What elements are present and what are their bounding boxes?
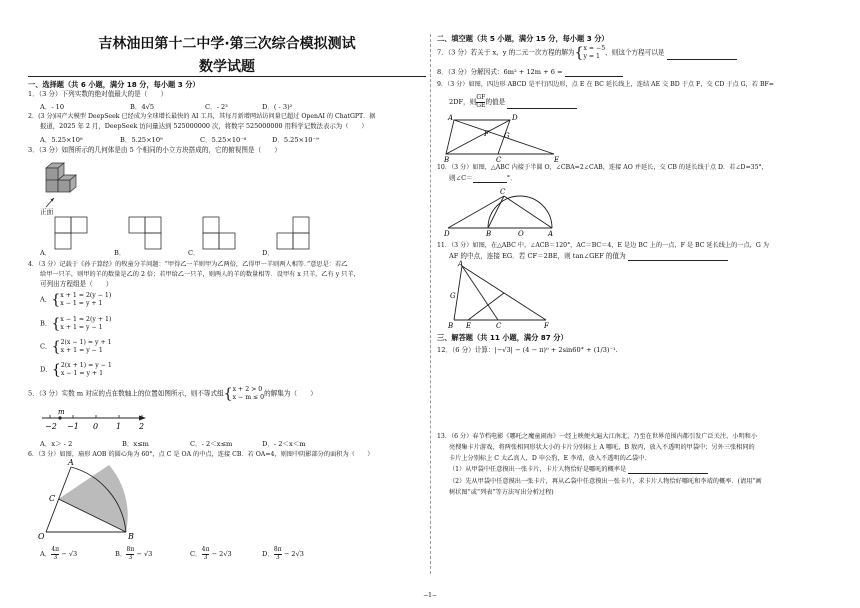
q5-eq1: x + 2 > 0 bbox=[232, 386, 263, 393]
q10-line2: 则∠C＝ °． bbox=[449, 174, 517, 182]
q1-option-d: D．( - 3)² bbox=[262, 103, 293, 111]
q3-option-d-view bbox=[276, 216, 312, 252]
q13-line3: 卡片上分别标上 C 太乙真人，D 申公豹，E 李靖，放入不透明的乙袋中． bbox=[449, 455, 651, 462]
q13-line5: （2）先从甲袋中任意摸出一张卡片，再从乙袋中任意摸出一张卡片，求卡片人物恰好哪吒和李靖的概率．(请用“画 bbox=[449, 478, 762, 485]
q5-tick-label: −2 bbox=[45, 422, 57, 431]
q11-line2: AF 的中点，连接 EG．若 CF＝2BE，则 tan∠GEF 的值为 bbox=[449, 252, 728, 261]
q7-eq1: x = −5 bbox=[583, 45, 606, 52]
q3-option-a-view bbox=[54, 216, 90, 252]
q4-d-eq2: x − 1 = y + 1 bbox=[60, 369, 104, 377]
q9-label-a: A bbox=[448, 114, 454, 122]
q1-stem: 1．（3 分）下列实数的绝对值最大的是（ ） bbox=[28, 90, 168, 98]
q5-stem: 5．（3 分）实数 m 对应的点在数轴上的位置如图所示，则不等式组{x + 2 > 0 x − m ≤ 0的解集为（ ） bbox=[28, 385, 317, 402]
q1-option-c: C．- 2³ bbox=[205, 103, 228, 111]
q3-stem: 3．（3 分）如图所示的几何体是由 5 个相同的小立方块搭成的，它的俯视图是（ ） bbox=[28, 146, 281, 154]
q4-line3: 可列出方程组是（ ） bbox=[40, 280, 113, 288]
q4-option-a: A．{x + 1 = 2(y − 1) x − 1 = y + 1 bbox=[40, 291, 112, 308]
q6-label-a: A bbox=[68, 458, 74, 467]
q6-label-o: O bbox=[38, 532, 45, 541]
q11-label-f: F bbox=[544, 322, 549, 330]
q4-line1: 4．（3 分）记载于《孙子算经》的牧童分羊问题：“甲得乙一羊则甲为乙两倍，乙得甲一羊则两人相等．”意思是：若乙 bbox=[28, 261, 348, 268]
q2-line1: 2．(3 分)国产大模型 DeepSeek 已经成为全球增长最快的 AI 工具，其每月新增网站访问量已超过 OpenAI 的 ChatGPT．据 bbox=[28, 113, 376, 120]
q13-line6: 树状图”或“列表”等方法写出分析过程) bbox=[449, 489, 554, 496]
q5-number-line bbox=[40, 406, 150, 432]
q7-answer-blank[interactable] bbox=[667, 59, 737, 60]
q11-answer-blank[interactable] bbox=[628, 260, 728, 261]
page-number: −1− bbox=[423, 592, 437, 599]
q9-line2: 2DF，则 $\frac{GF}{GE}$ 的值是 bbox=[449, 95, 577, 109]
q5-point-m bbox=[58, 416, 61, 419]
q6-option-a: A． $\frac{4\pi}{3}$ − √3 bbox=[40, 546, 78, 561]
q13-answer-blank[interactable] bbox=[628, 473, 708, 474]
title-rule bbox=[28, 76, 426, 77]
q9-label-b: B bbox=[444, 156, 450, 164]
q9-label-e: E bbox=[554, 156, 560, 164]
q9-line1: 9．（3 分）如图，四边形 ABCD 是平行四边形，点 E 在 BC 延长线上，连结 AE 交 BD 于点 F，交 CD 于点 G，若 BF= bbox=[437, 81, 774, 88]
q5-tick-label: −1 bbox=[67, 422, 79, 431]
page-title: 吉林油田第十二中学·第三次综合模拟测试 bbox=[98, 36, 356, 52]
q4-option-b: B．{x − 1 = 2(y + 1) x + 1 = y − 1 bbox=[40, 315, 112, 332]
q5-eq2: x − m ≤ 0 bbox=[232, 393, 265, 401]
q13-line1: 13．（6 分）春节档电影《哪吒之魔童闹海》一经上映便火遍大江南北，乃至在世界范围内都引发广泛关注，小明和小 bbox=[437, 433, 758, 440]
q4-b-eq2: x + 1 = y − 1 bbox=[60, 323, 103, 331]
q11-line1: 11．（3 分）如图，在△ABC 中，∠ACB＝120°，AC＝BC＝4，E 是边 BC 上的一点，F 是 BC 延长线上的一点，G 为 bbox=[437, 242, 769, 249]
q11-label-g: G bbox=[450, 292, 456, 300]
q4-d-eq1: 2(x + 1) = y − 1 bbox=[60, 362, 112, 369]
q3-option-c: C． bbox=[188, 249, 200, 257]
q3-option-c-view bbox=[202, 216, 238, 252]
q6-label-b: B bbox=[128, 532, 134, 541]
q9-label-c: C bbox=[496, 156, 502, 164]
q4-c-eq1: 2(x − 1) = y + 1 bbox=[60, 339, 112, 346]
q5-tick-label: 0 bbox=[93, 422, 99, 431]
q10-line1: 10．（3 分）如图，△ABC 内接于半圆 O，∠CBA=2∠CAB，连接 AO 并延长，交 CB 的延长线于点 D．若∠D=35°， bbox=[437, 164, 768, 171]
q3-option-a: A． bbox=[40, 249, 52, 257]
q10-answer-blank[interactable] bbox=[473, 182, 507, 183]
q6-option-b: B． $\frac{8\pi}{3}$ − √3 bbox=[115, 546, 153, 561]
q4-c-eq2: x + 1 = y − 1 bbox=[60, 346, 103, 354]
q5-tick-label: 2 bbox=[139, 422, 145, 431]
q11-label-b: B bbox=[448, 322, 454, 330]
q5-tick-label: 1 bbox=[116, 422, 122, 431]
section-heading-answer: 三、解答题（共 11 小题，满分 87 分） bbox=[437, 333, 568, 342]
column-divider bbox=[430, 34, 431, 574]
section-heading-fill: 二、填空题（共 5 小题，满分 15 分，每小题 3 分） bbox=[437, 34, 609, 43]
q4-option-d: D．{2(x + 1) = y − 1 x − 1 = y + 1 bbox=[40, 361, 112, 378]
q9-label-d: D bbox=[512, 114, 518, 122]
q10-label-d: D bbox=[444, 230, 450, 238]
q2-option-a: A．5.25×10⁸ bbox=[40, 136, 83, 144]
q11-triangle-figure bbox=[444, 262, 554, 330]
q9-label-g: G bbox=[504, 132, 510, 140]
q2-option-c: C．5.25×10⁻⁸ bbox=[200, 136, 247, 144]
q12-stem: 12．（6 分）计算：|−√3| − (4 − π)⁰ + 2sin60° + (1/3)⁻¹. bbox=[437, 346, 618, 354]
q4-b-eq1: x − 1 = 2(y + 1) bbox=[60, 316, 112, 323]
q1-option-a: A．- 10 bbox=[40, 103, 65, 111]
q7-eq2: y = 1 bbox=[583, 52, 600, 60]
q4-option-c: C．{2(x − 1) = y + 1 x + 1 = y − 1 bbox=[40, 338, 112, 355]
q9-parallelogram-figure bbox=[444, 114, 562, 164]
q11-label-c: C bbox=[496, 322, 502, 330]
q7-stem: 7．（3 分）若关于 x，y 的二元一次方程的解为{x = −5 y = 1 ，则这个方程可以是 bbox=[437, 45, 737, 60]
q10-label-o: O bbox=[518, 230, 524, 238]
page-subtitle: 数学试题 bbox=[199, 59, 255, 75]
section-heading-choice: 一、选择题（共 6 小题，满分 18 分，每小题 3 分） bbox=[28, 80, 200, 89]
q2-option-b: B．5.25×10⁹ bbox=[120, 136, 163, 144]
q2-option-d: D．5.25×10⁻⁹ bbox=[272, 136, 319, 144]
q3-option-b-view bbox=[128, 216, 164, 252]
q6-shaded-region bbox=[59, 465, 128, 532]
q3-option-b: B． bbox=[114, 249, 126, 257]
q5-option-d: D．- 2＜x＜m bbox=[262, 440, 306, 448]
q10-label-c: C bbox=[500, 188, 506, 196]
q5-m-label: m bbox=[58, 408, 65, 416]
q2-line2: 报道，2025 年 2 月，DeepSeek 访问量达到 525000000 次，将数字 525000000 用科学记数法表示为（ ） bbox=[40, 122, 368, 130]
q8-stem: 8．（3 分）分解因式：6m² + 12m + 6 = bbox=[437, 68, 623, 77]
q6-option-d: D． $\frac{8\pi}{3}$ − 2√3 bbox=[262, 546, 304, 561]
q6-stem: 6．（3 分）如图，扇形 AOB 的圆心角为 60°，点 C 是 OA 的中点，连接 CB．若 OA=4，则图中阴影部分的面积为（ ） bbox=[28, 451, 374, 458]
q4-a-eq2: x − 1 = y + 1 bbox=[60, 299, 103, 307]
q5-option-a: A．x＞ - 2 bbox=[40, 440, 73, 448]
q3-option-d: D． bbox=[262, 249, 274, 257]
q9-answer-blank[interactable] bbox=[507, 108, 577, 109]
q6-label-c: C bbox=[49, 494, 56, 503]
q13-line4: （1）从甲袋中任意摸出一张卡片，卡片人物恰好是哪吒的概率是 bbox=[449, 465, 708, 474]
q5-option-b: B．x≤m bbox=[122, 440, 149, 448]
q6-sector-figure bbox=[36, 458, 146, 542]
q6-option-c: C． $\frac{4\pi}{3}$ − 2√3 bbox=[190, 546, 232, 561]
q10-label-b: B bbox=[486, 230, 492, 238]
q10-semicircle-figure bbox=[444, 186, 552, 238]
q9-label-f: F bbox=[484, 130, 489, 138]
q13-line2: 亮搜集卡片游戏，将两张相同形状大小的卡片分别标上 A 哪吒，B 敖丙，放入不透明的甲袋中；另外三张相同的 bbox=[449, 444, 755, 451]
q11-label-a: A bbox=[458, 260, 464, 268]
q4-a-eq1: x + 1 = 2(y − 1) bbox=[60, 292, 112, 299]
q4-line2: 给甲一只羊，则甲的羊的数量是乙的 2 倍；若甲给乙一只羊，则两人的羊的数量相等．设甲有 x 只羊，乙有 y 只羊， bbox=[40, 271, 360, 278]
q11-label-e: E bbox=[466, 322, 472, 330]
q3-front-label: 正面 bbox=[40, 208, 54, 216]
q3-solid-figure bbox=[40, 160, 80, 200]
q10-label-a: A bbox=[548, 230, 554, 238]
q8-answer-blank[interactable] bbox=[565, 76, 623, 77]
q1-option-b: B．4√5 bbox=[130, 103, 155, 111]
q5-option-c: C．- 2＜x≤m bbox=[190, 440, 233, 448]
